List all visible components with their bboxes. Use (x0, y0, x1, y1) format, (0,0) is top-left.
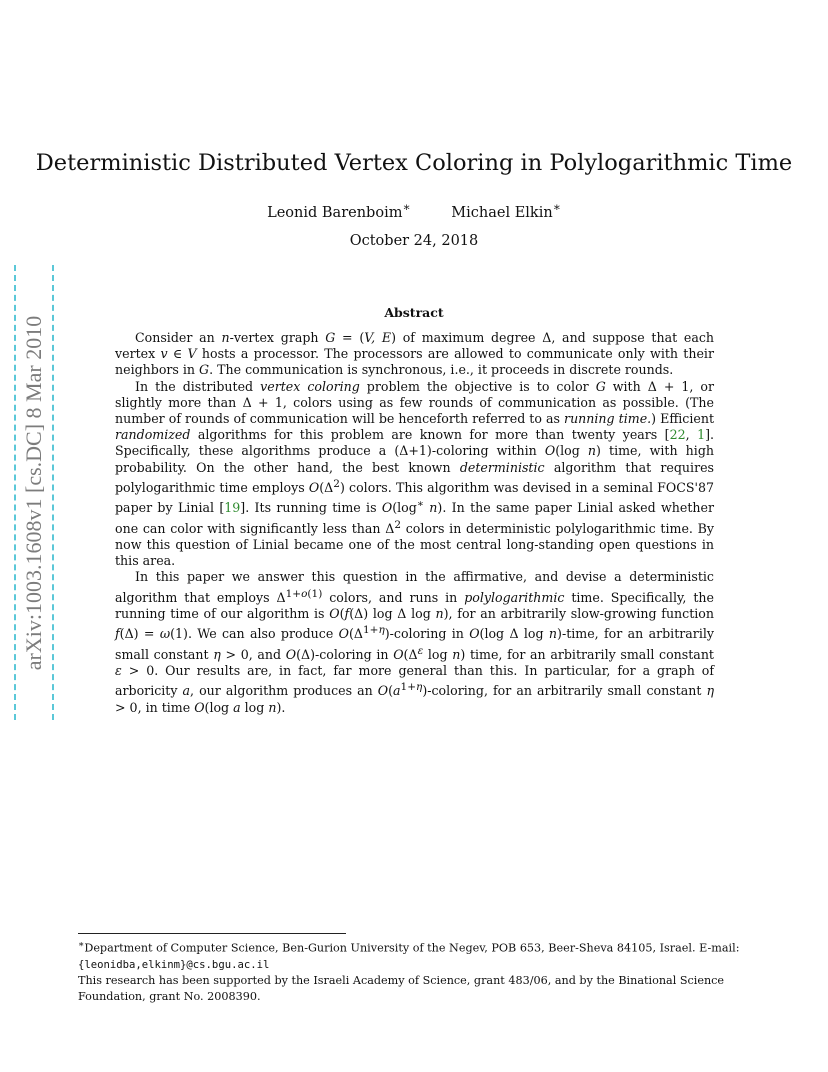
footnote-rule (78, 933, 346, 934)
author-name: Michael Elkin∗ (451, 200, 561, 221)
abstract-paragraph: In this paper we answer this question in the affirmative, and devise a deterministic algorithm that employs $\Delta^{1+o(1)}$ colors, and runs in polylogarithmic time. Specifically, the running time of our algorithm is O(f(Δ) log Δ log n), for an arbitrarily slow-growing function f(Δ) = ω(1). We can also produce $O(\Delta^{1+\eta})$-coloring in O(log Δ log n)-time, for an arbitrarily small constant η > 0, and O(Δ)-coloring in $O(\Delta^\varepsilon$ log n) time, for an arbitrarily small constant ε > 0. Our results are, in fact, far more general than this. In particular, for a graph of arboricity a, our algorithm produces an $O(a^{1+\eta})$-coloring, for an arbitrarily small constant η > 0, in time O(log a log n). (115, 569, 715, 715)
abstract-paragraph: In the distributed vertex coloring problem the objective is to color G with Δ + 1, or slightly more than Δ + 1, colors using as few rounds of communication as possible. (The number of rounds of communication will be henceforth referred to as running time.) Efficient randomized algorithms for this problem are known for more than twenty years [22, 1]. Specifically, these algorithms produce a (Δ+1)-coloring within O(log n) time, with high probability. On the other hand, the best known deterministic algorithm that requires polylogarithmic time employs $O(\Delta^2)$ colors. This algorithm was devised in a seminal FOCS'87 paper by Linial [19]. Its running time is O(log∗ n). In the same paper Linial asked whether one can color with significantly less than $\Delta^2$ colors in deterministic polylogarithmic time. By now this question of Linial became one of the most central long-standing open questions in this area. (115, 378, 715, 569)
arxiv-stamp: arXiv:1003.1608v1 [cs.DC] 8 Mar 2010 (21, 315, 46, 671)
citation-link[interactable]: 19 (224, 500, 241, 516)
paper-date: October 24, 2018 (349, 233, 479, 249)
citation-link[interactable]: 22 (669, 427, 686, 443)
abstract-paragraph: Consider an n-vertex graph G = (V, E) of maximum degree Δ, and suppose that each vertex v ∈ V hosts a processor. The processors are allowed to communicate only with their neighbors in G. The communication is synchronous, i.e., it proceeds in discrete rounds. (115, 330, 714, 378)
abstract-heading: Abstract (384, 305, 444, 320)
citation-link[interactable]: 1 (697, 427, 706, 443)
email-address: {leonidba,elkinm}@cs.bgu.ac.il (78, 958, 270, 971)
abstract-body (115, 330, 714, 716)
author-name: Leonid Barenboim∗ (267, 200, 411, 221)
paper-title: Deterministic Distributed Vertex Coloring in Polylogarithmic Time (35, 150, 793, 176)
footnotes (78, 937, 754, 1005)
footnote-affiliation: ∗Department of Computer Science, Ben-Gurion University of the Negev, POB 653, Beer-Sheva 84105, Israel. E-mail: {leonidba,elkinm}@cs.bgu.ac.il (78, 939, 740, 971)
author-list (0, 200, 828, 221)
footnote-funding: This research has been supported by the Israeli Academy of Science, grant 483/06, and by the Binational Science Foundation, grant No. 2008390. (78, 973, 725, 1003)
